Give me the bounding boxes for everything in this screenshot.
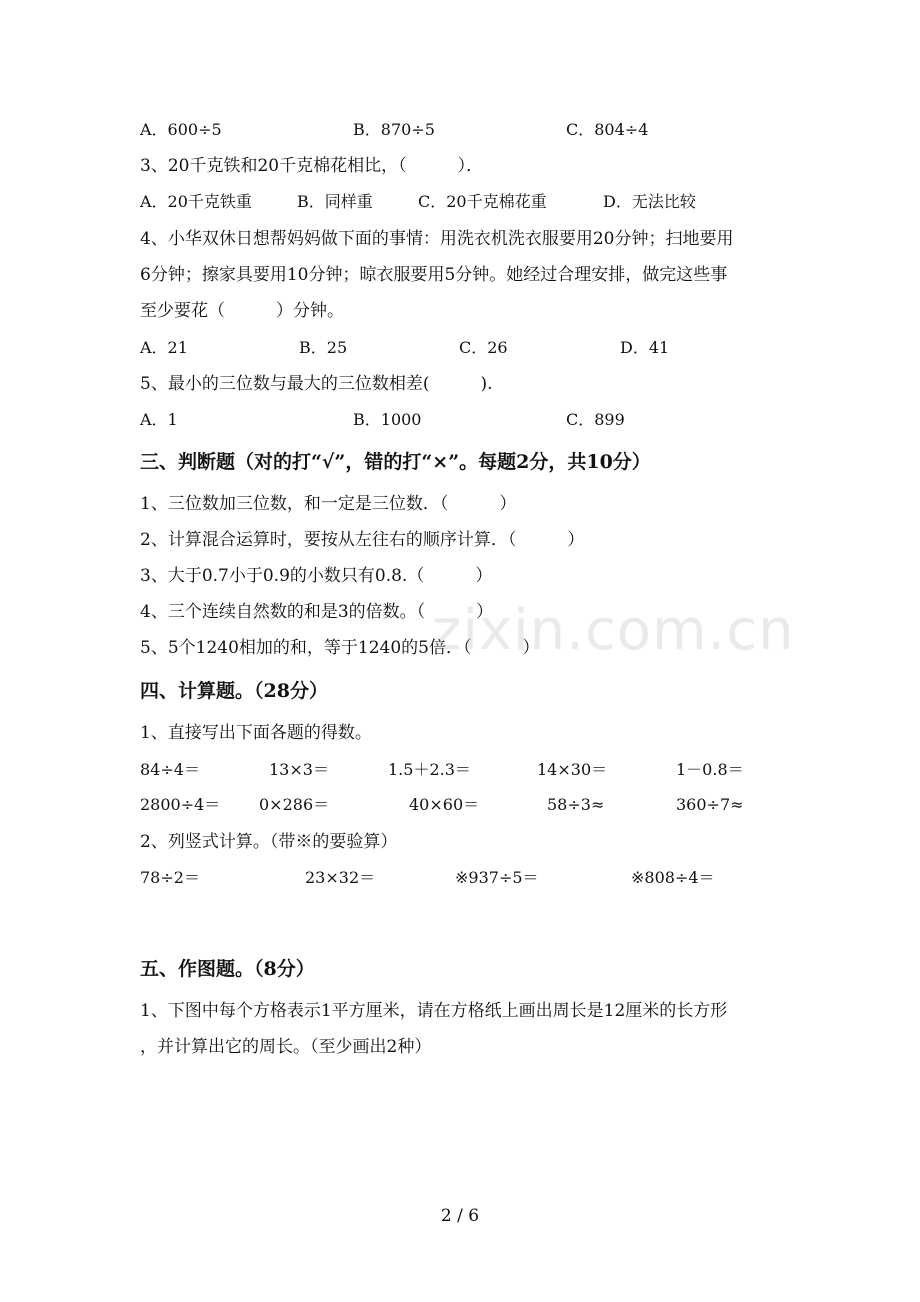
drawing-q1-line-2: ，并计算出它的周长。（至少画出2种）: [140, 1037, 432, 1057]
q3-option-d: D．无法比较: [603, 192, 696, 211]
calc-item: 58÷3≈: [547, 795, 605, 814]
q2-option-c: C．804÷4: [566, 120, 649, 139]
calc-item: 1.5＋2.3＝: [388, 760, 471, 779]
q5-option-a: A．1: [140, 410, 178, 429]
calc-item: 40×60＝: [409, 795, 480, 814]
calc-item: 2800÷4＝: [140, 795, 221, 814]
q2-option-a: A．600÷5: [140, 120, 222, 139]
calc-item: 13×3＝: [269, 760, 329, 779]
q4-stem-line-1: 4、小华双休日想帮妈妈做下面的事情：用洗衣机洗衣服要用20分钟；扫地要用: [140, 229, 734, 249]
q5-option-b: B．1000: [353, 410, 422, 429]
calc-item: 0×286＝: [259, 795, 330, 814]
calc-item: 360÷7≈: [676, 795, 744, 814]
q5-stem: 5、最小的三位数与最大的三位数相差( ).: [140, 374, 493, 394]
section4-heading: 四、计算题。（28分）: [140, 680, 328, 702]
judge-item-5: 5、5个1240相加的和，等于1240的5倍．（ ）: [140, 638, 540, 658]
q3-option-a: A．20千克铁重: [140, 192, 252, 211]
vertical-calc-item: ※937÷5＝: [455, 868, 539, 887]
calc-q1-label: 1、直接写出下面各题的得数。: [140, 723, 372, 743]
calc-q2-label: 2、列竖式计算。（带※的要验算）: [140, 832, 398, 852]
judge-item-3: 3、大于0.7小于0.9的小数只有0.8.（ ）: [140, 566, 493, 586]
page-number: 2 / 6: [440, 1206, 480, 1226]
judge-item-2: 2、计算混合运算时，要按从左往右的顺序计算．（ ）: [140, 530, 585, 550]
q4-option-d: D．41: [620, 338, 670, 357]
section3-heading: 三、判断题（对的打“√”，错的打“×”。每题2分，共10分）: [140, 451, 651, 473]
q4-option-a: A．21: [140, 338, 188, 357]
watermark: zixin.com.cn: [432, 598, 795, 663]
q3-option-b: B．同样重: [297, 192, 373, 211]
q4-option-c: C．26: [459, 338, 508, 357]
q4-stem-line-2: 6分钟；擦家具要用10分钟；晾衣服要用5分钟。她经过合理安排，做完这些事: [140, 265, 728, 285]
q3-stem: 3、20千克铁和20千克棉花相比，（ ）．: [140, 156, 484, 176]
section5-heading: 五、作图题。（8分）: [140, 958, 315, 980]
q2-option-b: B．870÷5: [353, 120, 435, 139]
judge-item-4: 4、三个连续自然数的和是3的倍数。（ ）: [140, 602, 494, 622]
vertical-calc-item: 23×32＝: [305, 868, 376, 887]
q5-option-c: C．899: [566, 410, 625, 429]
vertical-calc-item: 78÷2＝: [140, 868, 200, 887]
q4-option-b: B．25: [299, 338, 348, 357]
judge-item-1: 1、三位数加三位数，和一定是三位数．（ ）: [140, 494, 517, 514]
calc-item: 1－0.8＝: [676, 760, 744, 779]
drawing-q1-line-1: 1、下图中每个方格表示1平方厘米，请在方格纸上画出周长是12厘米的长方形: [140, 1001, 728, 1021]
q3-option-c: C．20千克棉花重: [418, 192, 547, 211]
calc-item: 84÷4＝: [140, 760, 200, 779]
vertical-calc-item: ※808÷4＝: [631, 868, 715, 887]
q4-stem-line-3: 至少要花（ ）分钟。: [140, 301, 344, 321]
calc-item: 14×30＝: [537, 760, 608, 779]
